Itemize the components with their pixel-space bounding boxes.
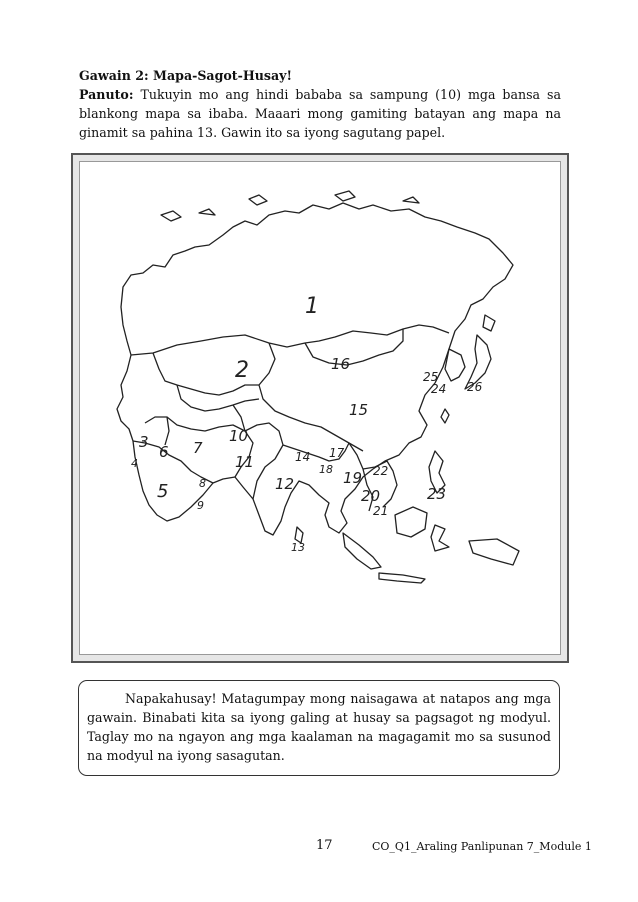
japan-hokkaido: [483, 315, 495, 331]
border-russia-south: [131, 325, 449, 355]
map-label-5: 5: [157, 481, 169, 502]
closing-message: Napakahusay! Matagumpay mong naisagawa at natapos ang mga gawain. Binabati kita sa iyong galing at husay sa pagsagot ng modyul. Taglay mo na ngayon ang mga kaalaman na magagamit mo sa susunod na modyul na iyong sasagutan.: [87, 691, 551, 763]
activity-header: [79, 66, 561, 142]
activity-instructions: [79, 85, 561, 142]
map-label-12: 12: [275, 475, 295, 493]
map-label-10: 10: [229, 427, 249, 445]
borneo-outline: [395, 507, 427, 537]
map-label-2: 2: [235, 358, 249, 383]
map-label-17: 17: [329, 446, 345, 460]
korea-outline: [445, 349, 465, 381]
newguinea-outline: [469, 539, 519, 565]
border-iraq: [145, 417, 169, 445]
instruction-text: Tukuyin mo ang hindi bababa sa sampung (10) mga bansa sa blankong mapa sa ibaba. Maaari mong gamiting batayan ang mapa na ginamit sa pahina 13. Gawin ito sa iyong sagutang papel.: [79, 87, 561, 140]
map-label-7: 7: [193, 439, 203, 457]
sumatra-outline: [343, 533, 381, 569]
arctic-islands: [161, 191, 419, 221]
page-number: 17: [316, 838, 333, 853]
map-label-26: 26: [467, 380, 483, 394]
map-label-21: 21: [373, 504, 389, 518]
map-label-18: 18: [319, 463, 333, 476]
map-label-4: 4: [131, 457, 138, 470]
map-label-1: 1: [305, 294, 319, 319]
map-label-9: 9: [197, 499, 204, 512]
java-outline: [379, 573, 425, 583]
sulawesi-outline: [431, 525, 449, 551]
closing-message-box: [78, 680, 560, 776]
asia-map-outline: [73, 155, 567, 661]
map-label-25: 25: [423, 370, 439, 384]
map-label-24: 24: [431, 382, 447, 396]
map-label-19: 19: [343, 469, 363, 487]
continent-outline: [117, 203, 513, 535]
map-label-20: 20: [361, 487, 381, 505]
taiwan-outline: [441, 409, 449, 423]
map-label-22: 22: [373, 464, 389, 478]
map-label-13: 13: [291, 541, 305, 554]
map-label-3: 3: [139, 433, 149, 451]
map-label-16: 16: [331, 355, 351, 373]
map-label-6: 6: [159, 443, 169, 461]
blank-asia-map: [71, 153, 569, 663]
map-label-11: 11: [235, 453, 255, 471]
instruction-label: Panuto:: [79, 87, 134, 102]
activity-title: Gawain 2: Mapa-Sagot-Husay!: [79, 68, 292, 83]
map-label-15: 15: [349, 401, 369, 419]
module-code: CO_Q1_Araling Panlipunan 7_Module 1: [372, 840, 592, 853]
map-label-23: 23: [427, 485, 447, 503]
map-label-8: 8: [199, 477, 206, 490]
map-label-14: 14: [295, 450, 311, 464]
